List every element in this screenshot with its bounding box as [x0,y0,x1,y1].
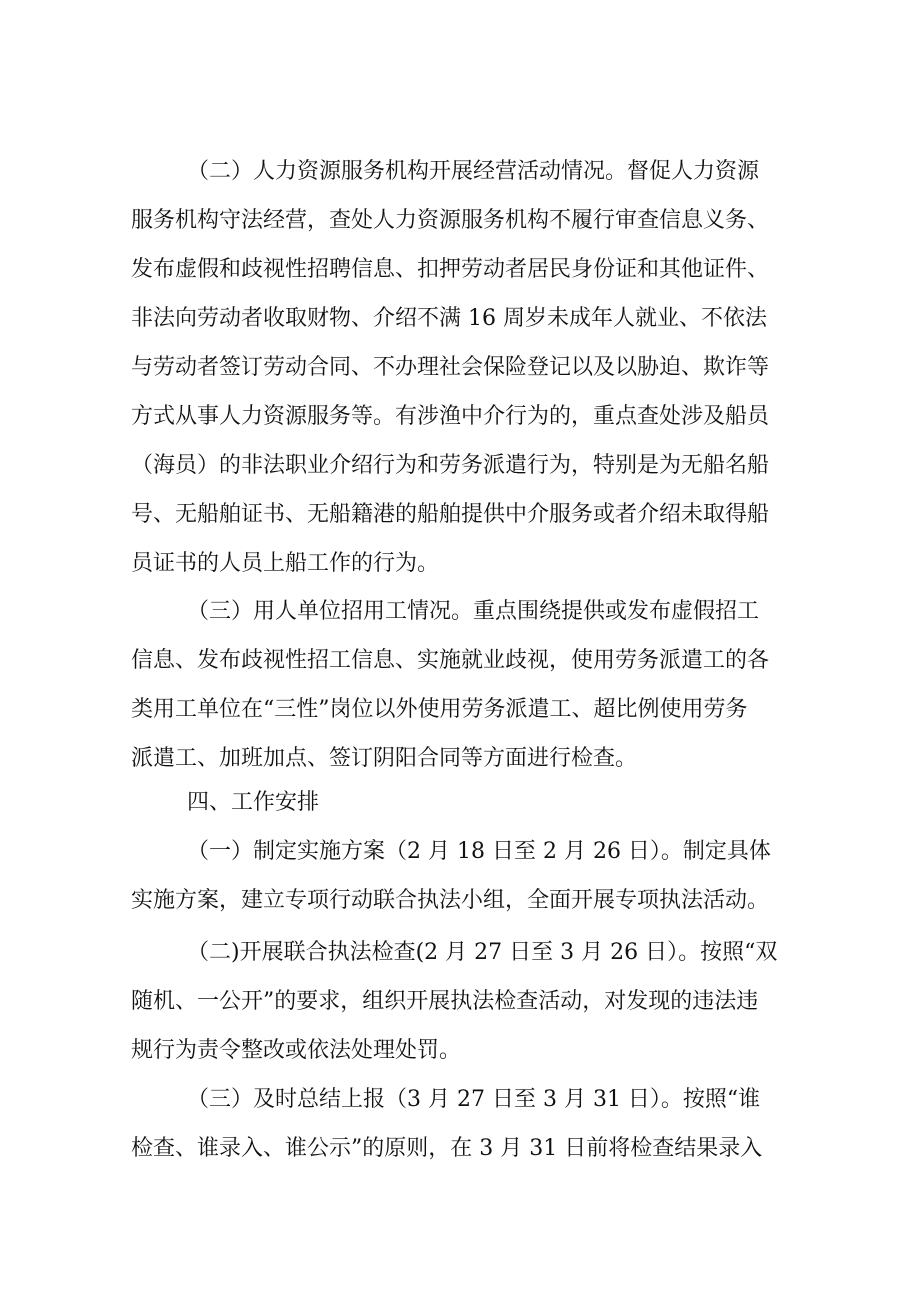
text-line: 信息、发布歧视性招工信息、实施就业歧视，使用劳务派遣工的各 [131,648,770,673]
text-line: 实施方案，建立专项行动联合执法小组，全面开展专项执法活动。 [131,888,770,913]
text-line: 方式从事人力资源服务等。有涉渔中介行为的，重点查处涉及船员 [131,404,770,429]
section-heading: 四、工作安排 [187,790,320,815]
text-line: 与劳动者签订劳动合同、不办理社会保险登记以及以胁迫、欺诈等 [131,355,770,380]
text-line: 检查、谁录入、谁公示”的原则，在 3 月 31 日前将检查结果录入 [131,1136,763,1161]
text-line: （二）人力资源服务机构开展经营活动情况。督促人力资源 [187,159,760,184]
text-line: 派遣工、加班加点、签订阴阳合同等方面进行检查。 [131,746,638,771]
text-line: 员证书的人员上船工作的行为。 [131,551,440,576]
text-line: 类用工单位在“三性”岗位以外使用劳务派遣工、超比例使用劳务 [131,697,748,722]
text-line: 规行为责令整改或依法处理处罚。 [131,1038,462,1063]
text-line: 随机、一公开”的要求，组织开展执法检查活动，对发现的违法违 [131,989,759,1014]
text-line: （一）制定实施方案（2 月 18 日至 2 月 26 日）。制定具体 [187,839,771,864]
text-line: （海员）的非法职业介绍行为和劳务派遣行为，特别是为无船名船 [131,453,770,478]
text-line: （三）及时总结上报（3 月 27 日至 3 月 31 日）。按照“谁 [187,1087,761,1112]
text-line: 非法向劳动者收取财物、介绍不满 16 周岁未成年人就业、不依法 [131,306,767,331]
text-line: 号、无船舶证书、无船籍港的船舶提供中介服务或者介绍未取得船 [131,502,770,527]
text-line: 服务机构守法经营，查处人力资源服务机构不履行审查信息义务、 [131,208,770,233]
text-line: 发布虚假和歧视性招聘信息、扣押劳动者居民身份证和其他证件、 [131,257,770,282]
text-line: （三）用人单位招用工情况。重点围绕提供或发布虚假招工 [187,599,760,624]
text-line: （二)开展联合执法检查(2 月 27 日至 3 月 26 日）。按照“双 [187,940,778,965]
